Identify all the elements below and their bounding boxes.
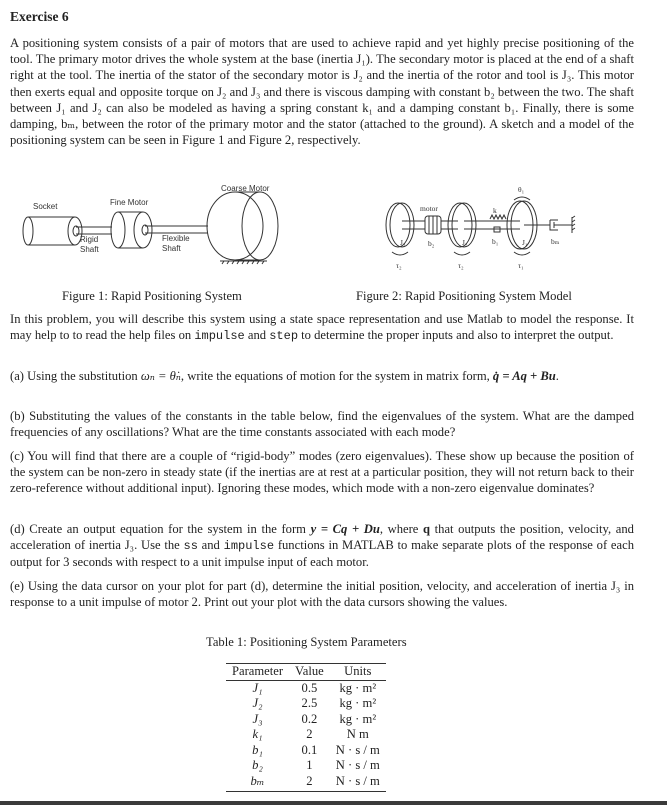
table-row: [226, 696, 386, 712]
problem-text-2: and: [244, 328, 270, 343]
part-a-state-equation: q̇ = Aq + Bu: [492, 369, 556, 383]
fine-motor-label: Fine Motor: [110, 198, 149, 207]
units-cell: kg · m²: [339, 711, 377, 726]
param-cell: J₂: [252, 696, 263, 711]
param-cell: J₃: [252, 711, 263, 726]
impulse-code-2: impulse: [223, 539, 275, 554]
value-cell: 1: [306, 758, 313, 773]
part-e: (e) Using the data cursor on your plot for part (d), determine the initial position, velocity, and acceleration of inertia J₃ in response to a unit impulse of motor 2. Print out your plot with the data cursors showing the values.: [10, 579, 634, 610]
part-a-substitution: ωₙ = θ̇ₙ: [140, 369, 181, 383]
problem-paragraph: [10, 311, 634, 344]
param-cell: J₁: [252, 680, 263, 695]
j3-label: J₃: [400, 238, 406, 247]
theta1-label: θ₁: [518, 185, 525, 194]
j1-label: J₁: [522, 238, 528, 247]
table-header-row: [226, 664, 386, 681]
param-cell: k₁: [252, 727, 263, 742]
part-d-text-4: and: [197, 538, 224, 553]
part-d-text-1: (d) Create an output equation for the system in the form: [10, 522, 311, 536]
table-row: [226, 774, 386, 791]
part-d-text-3: that outputs the position, velocity, and acceleration of inertia J₃. Use the: [10, 522, 634, 553]
value-cell: 0.5: [301, 680, 318, 695]
part-a-text-2: , write the equations of motion for the system in matrix form,: [180, 369, 493, 383]
bm-label: bₘ: [551, 237, 560, 246]
problem-text-3: to determine the proper inputs and also to interpret the output.: [298, 328, 614, 343]
impulse-code: impulse: [194, 329, 245, 344]
rigid-shaft-label-2: Shaft: [80, 245, 99, 254]
problem-text-1: In this problem, you will describe this system using a state space representation and use Matlab to model the response. It may help to to read the help files on: [10, 312, 634, 343]
part-d-output-equation: y = Cq + Du: [310, 522, 380, 536]
units-cell: N · s / m: [330, 774, 386, 791]
bottom-divider: [0, 801, 667, 805]
value-cell: 2: [289, 774, 330, 791]
value-cell: 0.2: [301, 711, 318, 726]
header-units: Units: [330, 664, 386, 681]
units-cell: N m: [346, 727, 369, 742]
part-d-q: q: [423, 522, 431, 536]
parameters-table: [226, 663, 386, 792]
value-cell: 0.1: [301, 742, 318, 757]
param-cell: b₂: [252, 758, 263, 773]
step-code: step: [269, 329, 299, 344]
table-caption: Table 1: Positioning System Parameters: [206, 635, 407, 649]
table-row: [226, 712, 386, 728]
k-label: k: [493, 206, 497, 215]
rigid-shaft-label-1: Rigid: [80, 235, 99, 244]
part-c: (c) You will find that there are a couple of “rigid-body” modes (zero eigenvalues). These show up because the position of the system can be non-zero in steady state (if the inertias are at rest at a particular position, they will not return back to their zero-reference without additional input). Ignoring these modes, which mode with a non-zero eigenvalue dominates?: [10, 449, 634, 496]
flexible-shaft-label-2: Shaft: [162, 244, 181, 253]
part-a-text-3: .: [555, 369, 559, 383]
value-cell: 2.5: [301, 696, 318, 711]
socket-label: Socket: [33, 202, 58, 211]
table-row: [226, 758, 386, 774]
table-row: [226, 727, 386, 743]
part-d-text-5: functions in MATLAB to make separate plots of the response of each output for 3 seconds with respect to a unit impulse input of each motor.: [10, 538, 634, 570]
figure-1-sketch: [20, 180, 290, 275]
exercise-heading: Exercise 6: [10, 9, 69, 24]
ss-code: ss: [183, 539, 198, 554]
part-a: [10, 368, 634, 384]
intro-paragraph: A positioning system consists of a pair of motors that are used to achieve rapid and yet highly precise positioning of the tool. The primary motor drives the whole system at the base (inertia J₁). The secondary motor is placed at the end of a shaft right at the tool. The inertia of the stator of the secondary motor is J₂ and the inertia of the rotor and tool is J₃. This motor then exerts equal and opposite torque on J₂ and J₃ and there is viscous damping with constant b₂ between the two. The shaft between J₁ and J₂ can also be modeled as having a spring constant k₁ and a damping constant b₁. Finally, there is some damping, bₘ, between the rotor of the primary motor and the stator (attached to the ground). A sketch and a model of the positioning system can be seen in Figure 1 and Figure 2, respectively.: [10, 36, 634, 148]
tau1-label: τ₁: [518, 261, 524, 270]
b1-label: b₁: [492, 237, 499, 246]
part-d: [10, 521, 634, 571]
tau2-label-a: τ₂: [396, 261, 402, 270]
figure-1-caption: Figure 1: Rapid Positioning System: [62, 289, 242, 303]
positioning-system-model-icon: [380, 180, 620, 280]
part-d-text-2: , where: [379, 522, 424, 536]
param-cell: b₁: [252, 742, 263, 757]
units-cell: N · s / m: [335, 742, 380, 757]
header-value: Value: [289, 664, 330, 681]
units-cell: N · s / m: [335, 758, 380, 773]
tau2-label-b: τ₂: [458, 261, 464, 270]
figure-2-caption: Figure 2: Rapid Positioning System Model: [356, 289, 572, 303]
figure-2-model: [380, 180, 620, 280]
units-cell: kg · m²: [339, 696, 377, 711]
flexible-shaft-label-1: Flexible: [162, 234, 190, 243]
param-cell: bₘ: [226, 774, 289, 791]
header-parameter: Parameter: [226, 664, 289, 681]
j2-label: J₂: [462, 238, 468, 247]
positioning-system-sketch-icon: [20, 180, 290, 275]
value-cell: 2: [306, 727, 313, 742]
table-row: [226, 743, 386, 759]
table-row: [226, 680, 386, 696]
units-cell: kg · m²: [339, 680, 377, 695]
coarse-motor-label: Coarse Motor: [221, 184, 270, 193]
motor-label: motor: [420, 204, 438, 213]
part-b: (b) Substituting the values of the constants in the table below, find the eigenvalues of the system. What are the damped frequencies of any oscillations? What are the time constants associated with each mode?: [10, 409, 634, 440]
part-a-text-1: (a) Using the substitution: [10, 369, 141, 383]
b2-label: b₂: [428, 239, 435, 248]
